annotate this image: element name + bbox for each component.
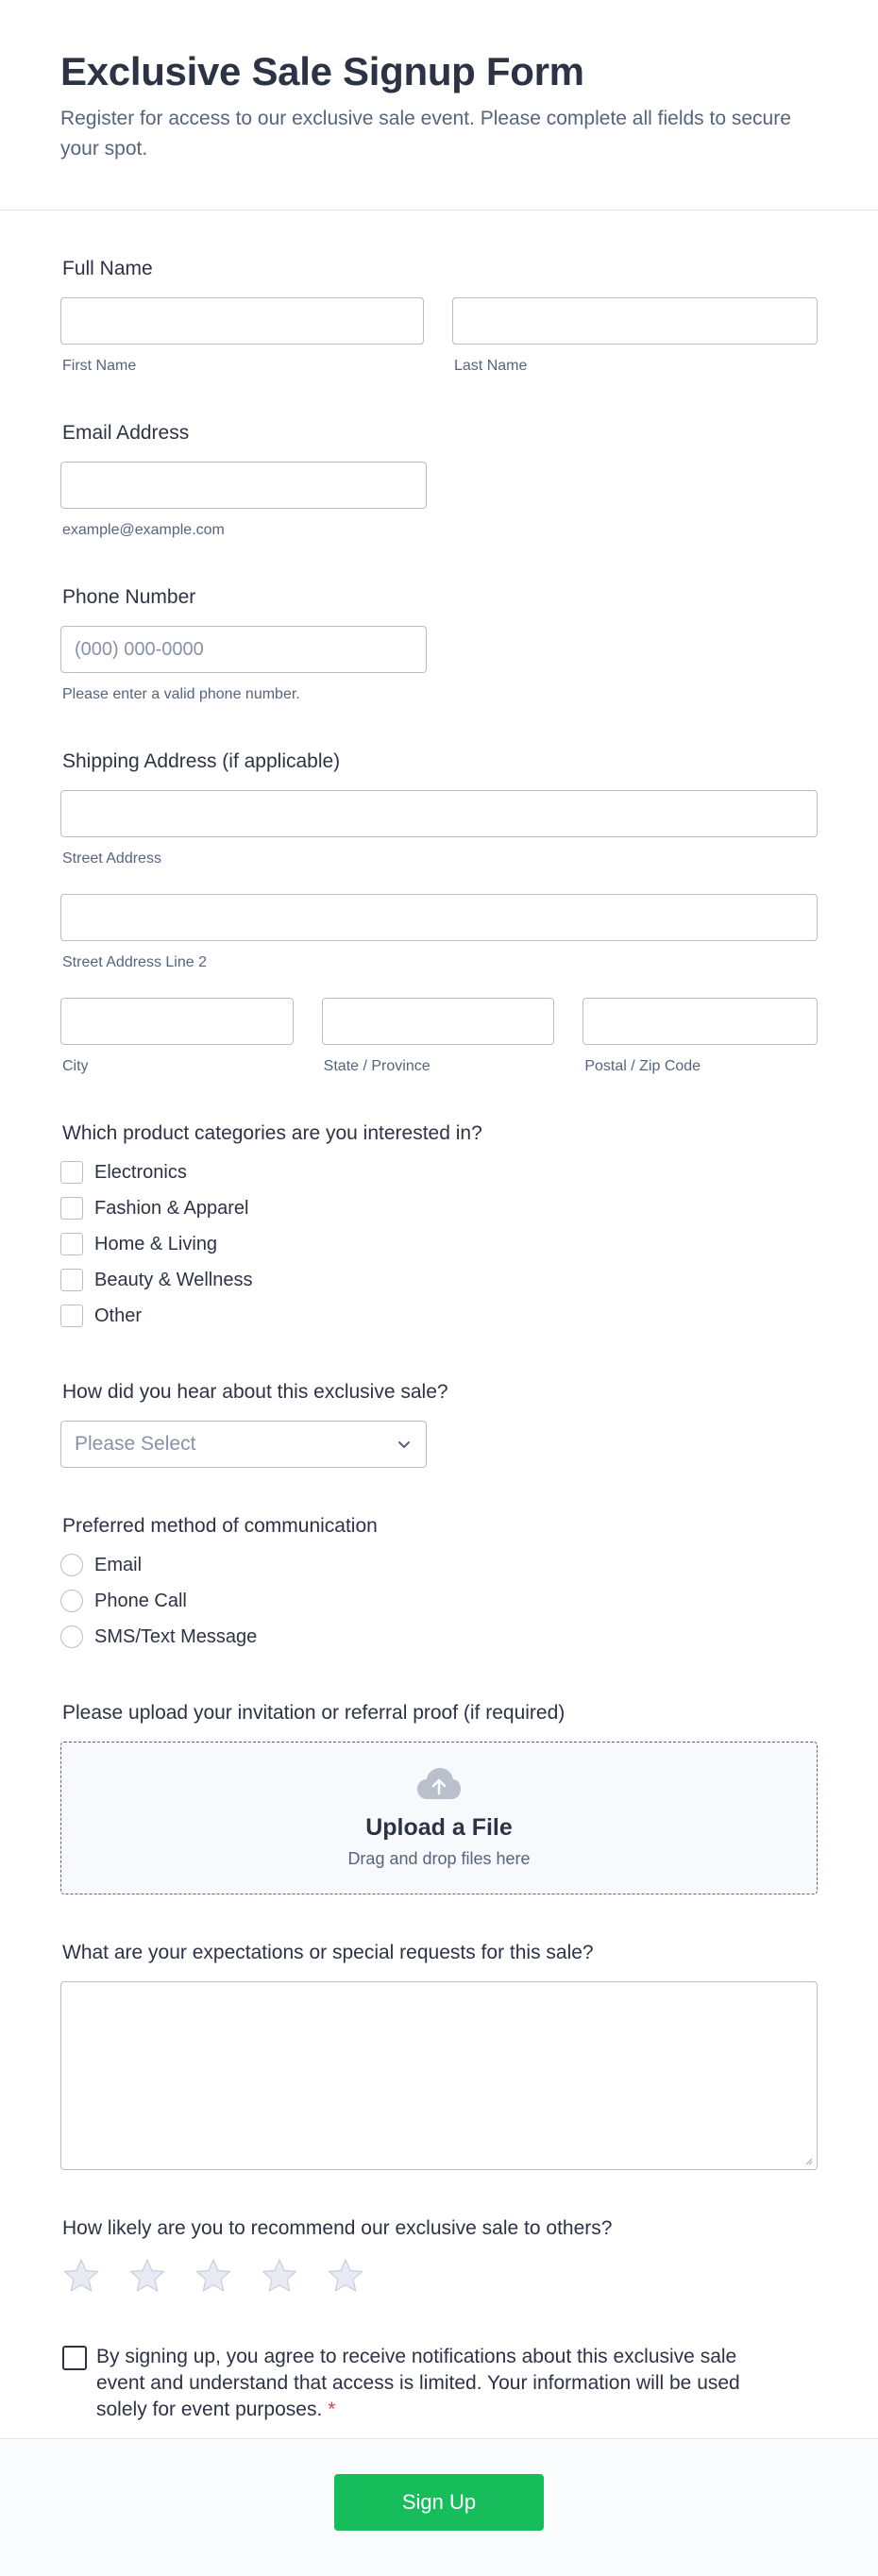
- street-address-sublabel: Street Address: [62, 850, 161, 867]
- form-description: Register for access to our exclusive sale event. Please complete all fields to secure your spot.: [60, 108, 791, 160]
- address-label: Shipping Address (if applicable): [62, 750, 341, 772]
- email-sublabel: example@example.com: [62, 522, 225, 538]
- expectations-label: What are your expectations or special requests for this sale?: [62, 1942, 594, 1963]
- rating-label: How likely are you to recommend our exclusive sale to others?: [62, 2217, 613, 2239]
- star-icon[interactable]: [128, 2257, 166, 2295]
- last-name-sublabel: Last Name: [454, 358, 528, 374]
- consent-field: [60, 2344, 818, 2423]
- hear-about-label: How did you hear about this exclusive sale?: [62, 1381, 448, 1403]
- category-option-label: Beauty & Wellness: [94, 1269, 253, 1290]
- address-field: [60, 750, 818, 1075]
- star-icon[interactable]: [194, 2257, 232, 2295]
- hear-about-field: [60, 1381, 818, 1468]
- radio-button[interactable]: [60, 1554, 83, 1576]
- select-placeholder: Please Select: [75, 1433, 196, 1455]
- zip-group: [583, 998, 818, 1075]
- communication-option-email[interactable]: [60, 1547, 818, 1583]
- radio-button[interactable]: [60, 1625, 83, 1648]
- checkbox[interactable]: [60, 1197, 83, 1220]
- zip-sublabel: Postal / Zip Code: [584, 1058, 701, 1074]
- first-name-sublabel: First Name: [62, 358, 137, 374]
- category-option-label: Electronics: [94, 1161, 187, 1183]
- city-group: [60, 998, 294, 1075]
- radio-button[interactable]: [60, 1590, 83, 1612]
- consent-text: By signing up, you agree to receive notifications about this exclusive sale event and understand that access is limited. Your information will be used solely for event purposes.: [96, 2346, 740, 2420]
- category-option-home[interactable]: [60, 1226, 818, 1262]
- first-name-input[interactable]: [60, 297, 424, 345]
- cloud-upload-icon: [416, 1767, 462, 1801]
- form-header: [0, 0, 878, 210]
- phone-placeholder: (000) 000-0000: [75, 638, 204, 660]
- category-option-label: Fashion & Apparel: [94, 1197, 249, 1219]
- star-rating: [60, 2257, 818, 2295]
- communication-option-label: Phone Call: [94, 1590, 187, 1611]
- full-name-field: [60, 258, 818, 375]
- communication-label: Preferred method of communication: [62, 1515, 378, 1537]
- street-address-2-input[interactable]: [60, 894, 818, 941]
- state-input[interactable]: [322, 998, 555, 1045]
- resize-handle-icon[interactable]: [803, 2156, 813, 2165]
- checkbox[interactable]: [60, 1269, 83, 1291]
- category-option-label: Other: [94, 1305, 143, 1326]
- form-footer: [0, 2438, 878, 2576]
- upload-title: Upload a File: [365, 1814, 513, 1841]
- city-input[interactable]: [60, 998, 294, 1045]
- expectations-textarea[interactable]: [60, 1981, 818, 2170]
- consent-checkbox[interactable]: [62, 2346, 87, 2370]
- phone-input[interactable]: [60, 626, 427, 673]
- street-address-2-sublabel: Street Address Line 2: [62, 954, 207, 970]
- communication-option-label: Email: [94, 1554, 143, 1575]
- full-name-label: Full Name: [62, 258, 153, 279]
- category-option-label: Home & Living: [94, 1233, 218, 1254]
- expectations-field: [60, 1942, 818, 2170]
- rating-field: [60, 2217, 818, 2295]
- required-asterisk: *: [328, 2399, 336, 2420]
- last-name-group: [452, 297, 818, 375]
- communication-option-sms[interactable]: [60, 1619, 818, 1655]
- phone-label: Phone Number: [62, 586, 196, 608]
- city-sublabel: City: [62, 1058, 89, 1074]
- file-upload-dropzone[interactable]: [60, 1742, 818, 1894]
- checkbox[interactable]: [60, 1161, 83, 1184]
- communication-option-phone[interactable]: [60, 1583, 818, 1619]
- category-option-other[interactable]: [60, 1298, 818, 1334]
- state-group: [322, 998, 555, 1075]
- star-icon[interactable]: [261, 2257, 298, 2295]
- star-icon[interactable]: [327, 2257, 364, 2295]
- sign-up-button[interactable]: Sign Up: [334, 2474, 544, 2531]
- page-title: Exclusive Sale Signup Form: [60, 49, 584, 93]
- email-field: [60, 422, 818, 539]
- email-input[interactable]: [60, 462, 427, 509]
- hear-about-select[interactable]: [60, 1421, 427, 1468]
- categories-field: [60, 1122, 818, 1334]
- email-label: Email Address: [62, 422, 190, 444]
- checkbox[interactable]: [60, 1233, 83, 1255]
- last-name-input[interactable]: [452, 297, 818, 345]
- upload-field: [60, 1702, 818, 1894]
- phone-field: [60, 586, 818, 703]
- checkbox[interactable]: [60, 1305, 83, 1327]
- upload-label: Please upload your invitation or referral proof (if required): [62, 1702, 566, 1724]
- upload-subtitle: Drag and drop files here: [347, 1849, 531, 1868]
- consent-text-block: [96, 2344, 757, 2423]
- category-option-beauty[interactable]: [60, 1262, 818, 1298]
- communication-option-label: SMS/Text Message: [94, 1625, 258, 1647]
- category-option-electronics[interactable]: [60, 1154, 818, 1190]
- city-state-zip-row: [60, 998, 818, 1075]
- communication-field: [60, 1515, 818, 1655]
- zip-input[interactable]: [583, 998, 818, 1045]
- phone-sublabel: Please enter a valid phone number.: [62, 686, 300, 702]
- form-body: [0, 258, 878, 2423]
- category-option-fashion[interactable]: [60, 1190, 818, 1226]
- full-name-row: [60, 297, 818, 375]
- state-sublabel: State / Province: [323, 1058, 431, 1074]
- chevron-down-icon: [396, 1436, 413, 1453]
- star-icon[interactable]: [62, 2257, 100, 2295]
- first-name-group: [60, 297, 424, 375]
- categories-label: Which product categories are you interested in?: [62, 1122, 482, 1144]
- street-address-input[interactable]: [60, 790, 818, 837]
